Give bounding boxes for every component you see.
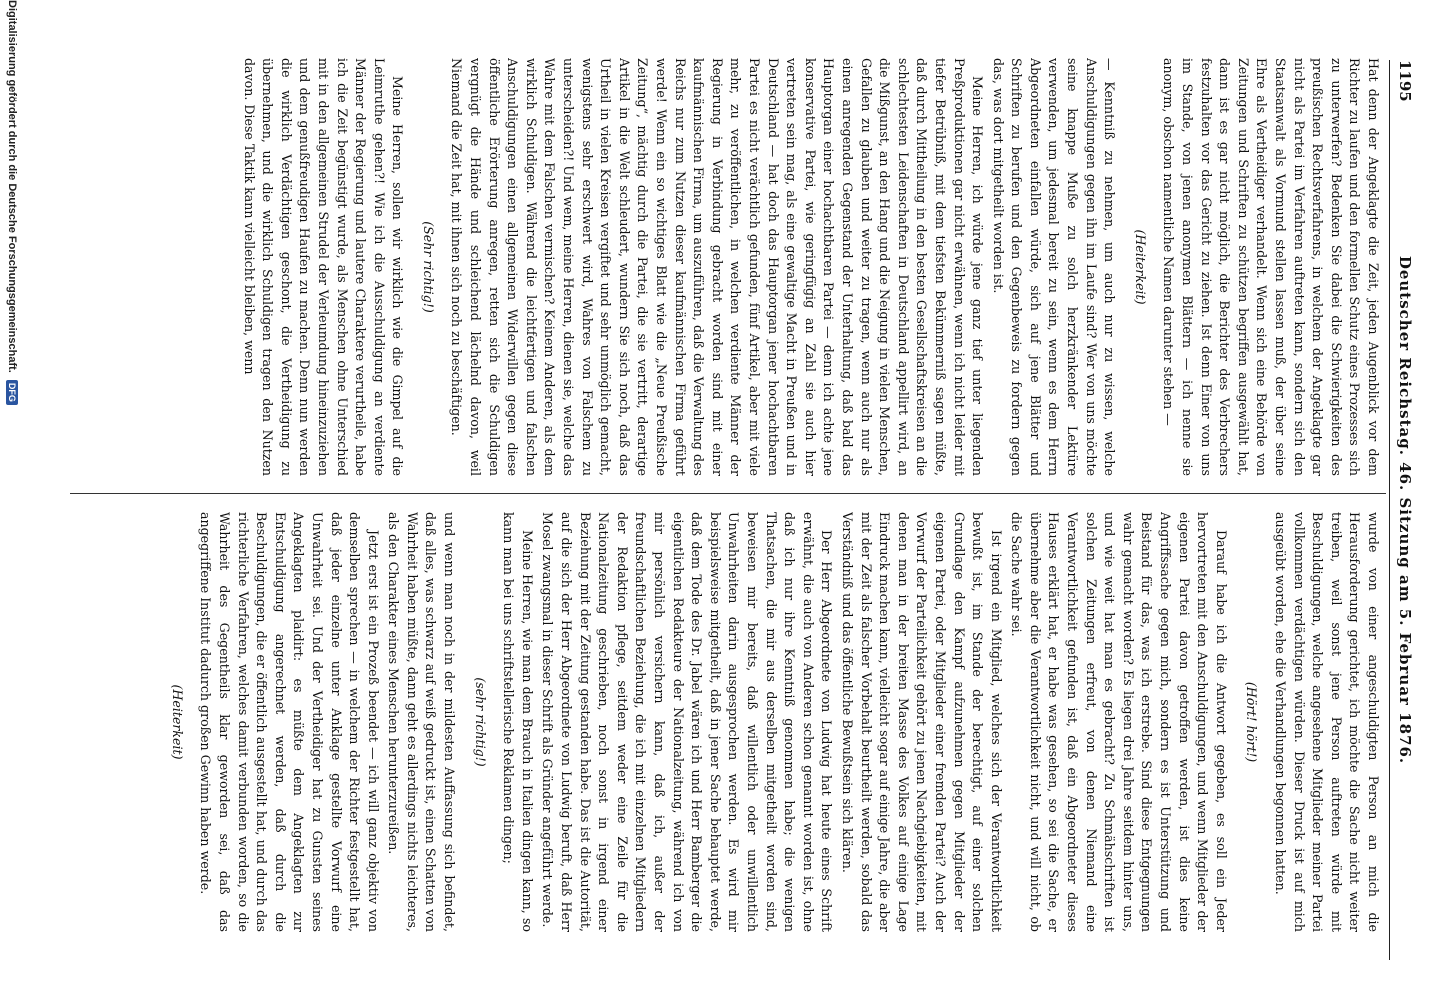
interjection: (Heiterkeit) <box>169 684 185 760</box>
right-column <box>60 512 1382 932</box>
paragraph: Der Herr Abgeordnete von Ludwig hat heute eines Schrift erwähnt, die auch von Anderen schon genannt worden ist, ohne daß ich nur ihre Kenntniß genommen habe; die wenigen Thatsachen, die mir aus derselben mitgetheilt worden sind, beweisen mir bereits, daß willentlich oder unwillentlich Unwahrheiten darin ausgesprochen werden. Es wird mir beispielsweise mitgetheilt, daß in jener Sache behauptet werde, daß dem Tode des Dr. Jabel wären ich und Herr Bamberger die eigentlichen Redakteure der Nationalzeitung, während ich von mir persönlich versichern kann, daß ich, außer der freundschaftlichen Beziehung, die ich mit einzelnen Mitgliedern der Redaktion pflege, seitdem weder eine Zeile für die Nationalzeitung geschrieben, noch sonst in irgend einer Beziehung mit der Zeitung gestanden habe. Das ist die Autorität, auf die sich der Herr Abgeordnete von Ludwig beruft, daß Herr Mosel zwangsmal in dieser Schrift als Gründer angeführt werde. <box>540 512 835 932</box>
digitization-credit: Digitalisierung gefördert durch die Deutsche Forschungsgemeinschaft. DFG <box>6 0 18 405</box>
paragraph: Hat denn der Angeklagte die Zeit, jeden Augenblick vor dem Richter zu laufen und den formellen Schutz eines Prozesses sich zu unterwerfen? Bedenken Sie dabei die Schwierigkeiten des preußischen Rechtsverfahrens, in welchem der Angeklagte gar nicht als Partei im Verfahren auftreten kann, sondern sich den Staatsanwalt als Vormund stellen lassen muß, der über seine Ehre als Vertheidiger verhandelt. Wenn sich eine Behörde von Zeitungen und Schriften zu schützen begriffen ausgewählt hat, dann ist es gar nicht möglich, die Berichter des Verbrechers festzuhalten vor das Gericht zu ziehen. Ist denn Einer von uns im Stande, von jenen anonymen Blättern — ich nenne sie anonym, obschon namentliche Namen darunter stehen — <box>1161 58 1381 476</box>
interjection: (Hört! hört!) <box>1244 681 1260 763</box>
paragraph: Meine Herren, sollen wir wirklich wie die Gimpel auf die Leimruthe gehen?! Wie ich die Ausschuldigung an verdiente Männer der Regierung und lautere Charaktere verurtheile, habe ich die Zeit begünstigt wurde, als Menschen ohne Unterschied mit in den allgemeinen Strudel der Verleumdung hineinzuziehen und dem genußfreudigen Haufen zu machen. Denn nun werden die wirklich Verdächtigen geschont, die Vertheidigung zu übernehmen, und die wirklich Schuldigen tragen den Nutzen davon. Diese Taktik kann vielleicht bleiben, wenn <box>241 58 406 476</box>
page-footer <box>0 0 26 1000</box>
paragraph: wurde von einer angeschuldigten Person an mich die Herausforderung gerichtet, ich möchte die Sache nicht weiter treiben, weil sonst jene Person auftreten würde mit Beschuldigungen, welche angesehene Mitglieder meiner Partei vollkommen verdächtigen würden. Dieser Druck ist auf mich ausgeübt worden, ehe die Verhandlungen begonnen hatten. <box>1273 512 1381 932</box>
page-number: 1195 <box>1396 60 1414 102</box>
paragraph: Meine Herren, ich würde jene ganz tief unter liegenden Preßproduktionen gar nicht erwähnen, wenn ich nicht leider mit tiefer Betrübniß, mit dem tiefsten Bekümmerniß sagen müßte, daß durch Mittheilung in den besten Gesellschaftskreisen an die schlechtesten Leidenschaften in Deutschland appellirt wird, an die Mißgunst, an den Hang und die Neigung in vielen Menschen, Gefallen zu glauben und weiter zu tragen, wenn auch nur als einen anregenden Gegenstand der Unterhaltung, daß bald das Hauptorgan einer hochachtbaren Partei — denn ich achte jene konservative Partei, wie geringfügig an Zahl sie auch hier vertreten sein mag, als eine gewaltige Macht in Preußen und in Deutschland — hat doch das Hauptorgan jener hochachtbaren Partei es nicht verächtlich gefunden, fünf Artikel, aber mit viele mehr, zu veröffentlichen, in welchen verdiente Männer der Regierung in Verbindung gebracht worden sind mit einer kaufmännischen Firma, um auszuführen, daß die Verwaltung des Reichs nur zum Nutzen dieser kaufmännischen Firma geführt werde! Wenn ein so wichtiges Blatt wie die „Neue Preußische Zeitung“, mächtig durch die Partei, die sie vertritt, derartige Artikel in die Welt schleudert, wundern Sie sich noch, daß das Urtheil in vielen Kreisen vergiftet und sehr unmöglich gemacht, wenigstens sehr erschwert wird, Wahres von Falschem zu unterscheiden?! Und wem, meine Herren, dienen sie, welche das Wahre mit dem Falschen vermischen? Keinem Anderen, als dem wirklich Schuldigen. Während die leichtfertigen und falschen Anschuldigungen einen allgemeinen Widerwillen gegen diese öffentliche Erörterung anregen, retten sich die Schuldigen vergnügt die Hände und schleichend lächelnd davon, weil Niemand die Zeit hat, mit ihnen sich noch zu beschäftigen. <box>449 58 986 476</box>
interjection: (Sehr richtig!) <box>420 221 436 313</box>
credit-text: Digitalisierung gefördert durch die Deutsche Forschungsgemeinschaft <box>6 0 19 370</box>
paragraph: Ist irgend ein Mitglied, welches sich der Verantwortlichkeit bewußt ist, im Stande der berechtigt, auf einer solchen Grundlage den Kampf aufzunehmen gegen Mitglieder der eigenen Partei, oder Mitglieder einer fremden Partei? Auch der Vorwurf der Parteilichkeit gehört zu jenen Nachgiebigkeiten, mit denen man in der breiten Masse des Volkes auf einige Lage Eindruck machen kann, vielleicht sogar auf einige Jahre, die aber mit der Zeit als falscher Vorbehalt beurtheilt werden, sobald das Verständniß und das öffentliche Bewußtsein sich klären. <box>839 512 1004 932</box>
left-column <box>60 58 1382 476</box>
interjection: (sehr richtig!) <box>472 677 488 767</box>
paragraph: Meine Herren, wie man dem Brauch in Italien dingen kann, so kann man bei uns schriftstellerische Reklamen dingen; <box>501 512 535 932</box>
paragraph: Jetzt erst ist ein Prozeß beendet — ich will ganz objektiv von demselben sprechen — in welchem der Richter festgestellt hat, daß jeder einzelne unter Anklage gestellte Vorwurf eine Unwahrheit sei. Und der Vertheidiger hat zu Gunsten seines Angeklagten plaidirt: es müßte dem Angeklagten zur Entschuldigung angerechnet werden, daß durch die Beschuldigungen, die er öffentlich ausgestellt hat, und durch das richterliche Verfahren, welches damit verbunden worden, so die Wahrheit des Gegentheils klar geworden sei, daß das angegriffene Institut dadurch großen Gewinn haben werde. <box>198 512 381 932</box>
paragraph: und wenn man noch in der mildesten Auffassung sich befindet, daß alles, was schwarz auf weiß gedruckt ist, einen Schatten von Wahrheit haben müßte, dann geht es allerdings nichts leichteres, als den Charakter eines Menschen herunterzureißen. <box>386 512 458 932</box>
paragraph: Darauf habe ich die Antwort gegeben, es soll ein Jeder hervortreten mit den Anschuldigungen, und wenn Mitglieder der eigenen Partei davon getroffen werden, ist dies keine Angriffssache gegen mich, sondern es ist Unterstützung und Beistand für das, was ich erstrebe. Sind diese Entgegnungen wahr gemacht worden? Es liegen drei Jahre seitdem hinter uns, und wie weit hat man es gebracht? Zu Schmähschriften ist solchen Zeitungen erfreut, von denen Niemand eine Verantwortlichkeit gefunden ist, daß ein Abgeordneter dieses Hauses erklärt hat, er habe was gesehen, so sei die Sache, er übernehme aber die Verantwortlichkeit nicht, und will nicht, ob die Sache wahr sei. <box>1009 512 1229 932</box>
column-divider <box>70 493 1386 494</box>
page-title: Deutscher Reichstag. 46. Sitzung am 5. Februar 1876. <box>1396 255 1414 765</box>
dfg-logo: DFG <box>6 380 18 405</box>
paragraph: — Kenntniß zu nehmen, um auch nur zu wissen, welche Anschuldigungen gegen ihn im Laufe sind? Wer von uns möchte seine knappe Muße zu solch herzkränkender Lektüre verwenden, um jedesmal bereit zu sein, wenn es dem Herrn Abgeordneten einfallen würde, sich auf jene Blätter und Schriften zu berufen und den Gegenbeweis zu fordern gegen das, was dort mitgetheilt worden ist. <box>990 58 1118 476</box>
interjection: (Heiterkeit) <box>1132 229 1148 305</box>
page-header <box>1389 60 1418 960</box>
